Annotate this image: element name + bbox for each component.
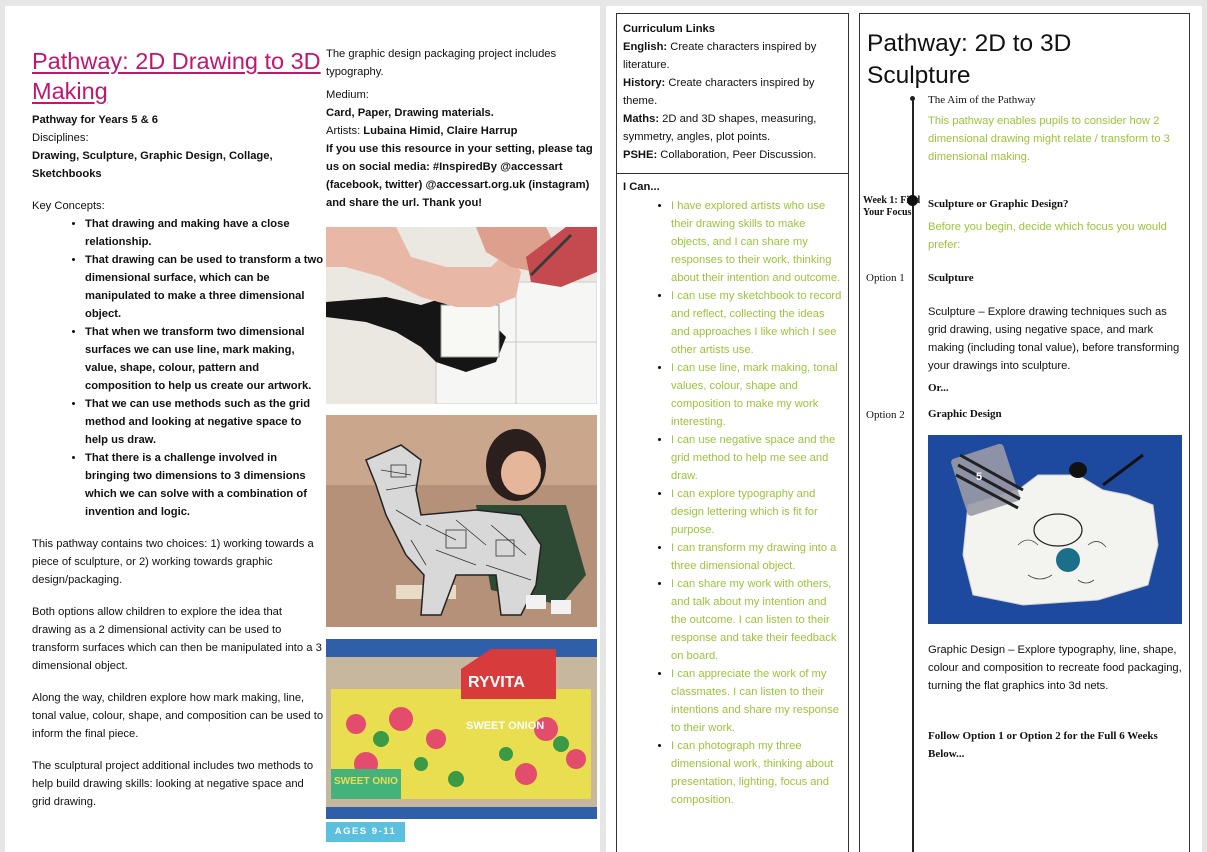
key-concept-item: • That we can use methods such as the grid method and looking at negative space to help us draw. bbox=[85, 395, 324, 449]
key-concept-item: • That drawing and making have a close relationship. bbox=[85, 215, 324, 251]
option2-title: Graphic Design bbox=[928, 408, 1002, 420]
curriculum-item: English: Create characters inspired by literature. bbox=[623, 41, 817, 71]
paragraph: Both options allow children to explore the idea that drawing as a 2 dimensional activity can be used to transform surfaces which can then be manipulated into a 3 dimensional object. bbox=[32, 606, 322, 672]
right-column bbox=[326, 45, 596, 212]
option1-title: Sculpture bbox=[928, 272, 974, 284]
i-can-item: • I have explored artists who use their drawing skills to make objects, and I can share my responses to their work, thinking about their intention and outcome. bbox=[671, 197, 842, 287]
i-can-item: • I can share my work with others, and talk about my intention and the outcome. I can listen to their response and take their feedback on board. bbox=[671, 575, 842, 665]
timeline-dot bbox=[910, 96, 915, 101]
key-concepts-label: Key Concepts: bbox=[32, 200, 105, 212]
right-page bbox=[606, 6, 1202, 852]
pen-pack-number: 5 bbox=[976, 471, 983, 483]
photo-hands-drawing bbox=[326, 227, 597, 404]
pathway-box bbox=[859, 13, 1190, 852]
option2-label: Option 2 bbox=[866, 409, 905, 421]
i-can-item: • I can use negative space and the grid method to help me see and draw. bbox=[671, 431, 842, 485]
package-corner-text: SWEET ONIO bbox=[334, 776, 398, 787]
i-can-title: I Can... bbox=[623, 181, 660, 193]
disciplines-label: Disciplines: bbox=[32, 132, 89, 144]
i-can-list bbox=[643, 197, 842, 809]
option1-text: Sculpture – Explore drawing techniques such as grid drawing, using negative space, and mark making (including tonal value), before transforming your drawings into sculpture. bbox=[928, 306, 1180, 372]
i-can-item: • I can transform my drawing into a three dimensional object. bbox=[671, 539, 842, 575]
curriculum-title: Curriculum Links bbox=[623, 23, 716, 35]
artists-label: Artists: bbox=[326, 125, 364, 137]
artists-line bbox=[326, 122, 596, 140]
paragraph: This pathway contains two choices: 1) working towards a piece of sculpture, or 2) working towards graphic design/packaging. bbox=[32, 538, 314, 586]
disciplines-list: Drawing, Sculpture, Graphic Design, Collage, Sketchbooks bbox=[32, 150, 273, 180]
col2-intro: The graphic design packaging project includes typography. bbox=[326, 48, 557, 78]
i-can-item: • I can use my sketchbook to record and reflect, collecting the ideas and approaches I like which I see other artists use. bbox=[671, 287, 842, 359]
paragraph: Along the way, children explore how mark making, line, tonal value, colour, shape, and composition can be used to inform the final piece. bbox=[32, 692, 324, 740]
pathway-title: Pathway: 2D to 3D Sculpture bbox=[867, 30, 1072, 89]
key-concept-item: • That drawing can be used to transform a two dimensional surface, which can be manipulated to make a three dimensional object. bbox=[85, 251, 324, 323]
aim-label: The Aim of the Pathway bbox=[928, 94, 1036, 106]
week-label: Week 1: Find Your Focus bbox=[863, 195, 921, 218]
aim-text: This pathway enables pupils to consider how 2 dimensional drawing might relate / transform to 3 dimensional making. bbox=[928, 115, 1170, 163]
option2-text: Graphic Design – Explore typography, line, shape, colour and composition to recreate food packaging, turning the flat graphics into 3d nets. bbox=[928, 644, 1182, 692]
key-concept-item: • That there is a challenge involved in bringing two dimensions to 3 dimensions which we can solve with a combination of invention and logic. bbox=[85, 449, 324, 521]
photo-graphic-design-packaging bbox=[928, 435, 1182, 624]
medium-value: Card, Paper, Drawing materials. bbox=[326, 107, 494, 119]
i-can-item: • I can explore typography and design lettering which is fit for purpose. bbox=[671, 485, 842, 539]
i-can-item: • I can appreciate the work of my classmates. I can listen to their intentions and share my response to their work. bbox=[671, 665, 842, 737]
i-can-item: • I can use line, mark making, tonal values, colour, shape and composition to make my work interesting. bbox=[671, 359, 842, 431]
left-column bbox=[32, 111, 324, 811]
medium-label: Medium: bbox=[326, 89, 369, 101]
option1-label: Option 1 bbox=[866, 272, 905, 284]
or-text: Or... bbox=[928, 382, 949, 394]
follow-instruction: Follow Option 1 or Option 2 for the Full 6 Weeks Below... bbox=[928, 730, 1158, 760]
curriculum-item: Maths: 2D and 3D shapes, measuring, symmetry, angles, plot points. bbox=[623, 113, 817, 143]
week-title: Sculpture or Graphic Design? bbox=[928, 198, 1069, 210]
package-label-text: SWEET ONION bbox=[466, 720, 545, 732]
curriculum-item: PSHE: Collaboration, Peer Discussion. bbox=[623, 149, 817, 161]
key-concepts-list bbox=[60, 215, 324, 521]
curriculum-item: History: Create characters inspired by theme. bbox=[623, 77, 815, 107]
curriculum-links-box bbox=[616, 13, 849, 174]
page-title: Pathway: 2D Drawing to 3D Making bbox=[32, 48, 321, 104]
left-page bbox=[5, 6, 600, 852]
i-can-box bbox=[616, 173, 849, 852]
ages-badge: AGES 9-11 bbox=[326, 822, 405, 842]
photo-child-alpaca-sculpture bbox=[326, 415, 597, 627]
photo-sweet-onion-packaging bbox=[326, 639, 597, 819]
week-text: Before you begin, decide which focus you would prefer: bbox=[928, 221, 1167, 251]
artists-value: Lubaina Himid, Claire Harrup bbox=[363, 125, 518, 137]
years-label: Pathway for Years 5 & 6 bbox=[32, 114, 159, 126]
paragraph: The sculptural project additional includes two methods to help build drawing skills: looking at negative space and grid drawing. bbox=[32, 760, 314, 808]
key-concept-item: • That when we transform two dimensional surfaces we can use line, mark making, value, shape, colour, pattern and composition to help us create our artwork. bbox=[85, 323, 324, 395]
i-can-item: • I can photograph my three dimensional work, thinking about presentation, lighting, focus and composition. bbox=[671, 737, 842, 809]
package-brand-text: RYVITA bbox=[468, 674, 525, 691]
social-text: If you use this resource in your setting, please tag us on social media: #InspiredBy @accessart (facebook, twitter) @accessart.org.uk (instagram) and share the url. Thank you! bbox=[326, 143, 593, 209]
